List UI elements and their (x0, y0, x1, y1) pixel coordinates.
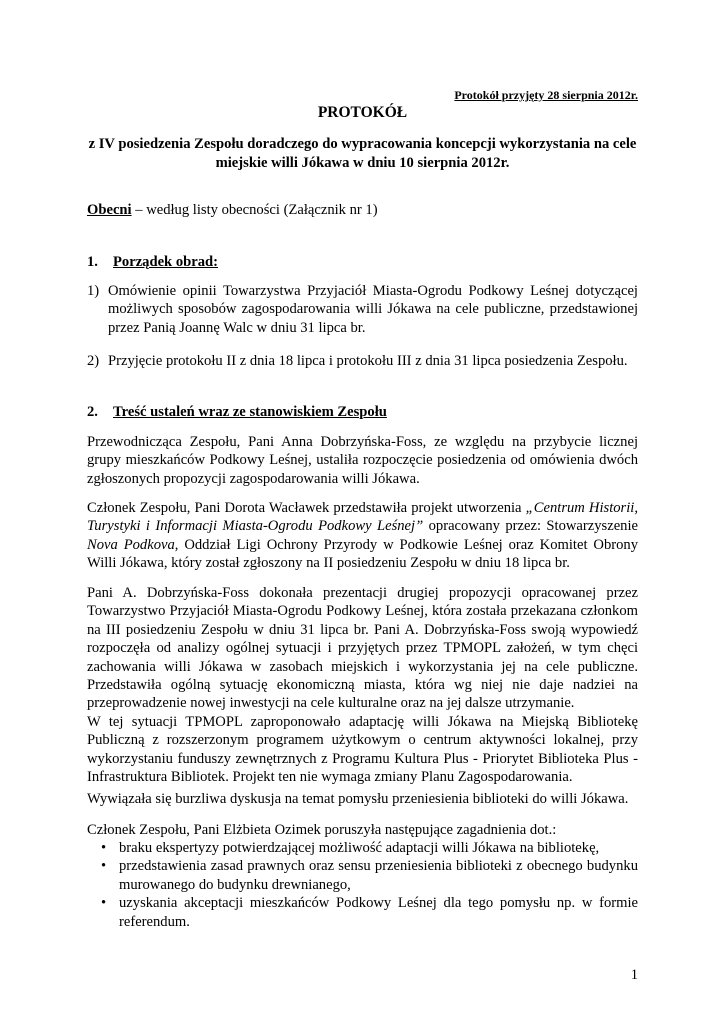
section-2-heading (87, 403, 638, 421)
agenda-item-1 (87, 282, 638, 337)
paragraph-library-proposal: W tej sytuacji TPMOPL zaproponowało adaptację willi Jókawa na Miejską Bibliotekę Publiczną z rozszerzonym programem użytkowym o centrum aktywności lokalnej, przy wykorzystaniu funduszy zewnętrznych z Programu Kultura Plus - Priorytet Biblioteka Plus - Infrastruktura Bibliotek. Projekt ten nie wymaga zmiany Planu Zagospodarowania. (87, 713, 638, 786)
paragraph-text: opracowany przez: Stowarzyszenie (423, 518, 638, 535)
bullet-icon: • (101, 858, 107, 875)
bullet-icon: • (101, 895, 107, 912)
paragraph-chair-opening: Przewodnicząca Zespołu, Pani Anna Dobrzyńska-Foss, ze względu na przybycie licznej grupy mieszkańców Podkowy Leśnej, ustaliła rozpoczęcie posiedzenia od omówienia dwóch zgłoszonych propozycji zagospodarowania willi Jókawa. (87, 434, 638, 487)
paragraph-discussion: Wywiązała się burzliwa dyskusja na temat pomysłu przeniesienia biblioteki do willi Jókawa. (87, 791, 629, 807)
issues-list (87, 839, 638, 931)
list-item (87, 857, 638, 894)
list-item-text: braku ekspertyzy potwierdzającej możliwość adaptacji willi Jókawa na bibliotekę, (119, 840, 600, 856)
section-2-title: Treść ustaleń wraz ze stanowiskiem Zespołu (113, 404, 387, 420)
paragraph-second-proposal (87, 584, 638, 786)
paragraph-text: Członek Zespołu, Pani Dorota Wacławek przedstawiła projekt utworzenia (87, 500, 526, 516)
list-item (87, 894, 638, 931)
attendance-text: – według listy obecności (Załącznik nr 1) (131, 202, 378, 218)
agenda-item-text: Omówienie opinii Towarzystwa Przyjaciół Miasta-Ogrodu Podkowy Leśnej dotyczącej możliwych sposobów zagospodarowania willi Jókawa na cele publiczne, przedstawionej przez Panią Joannę Walc w dniu 31 lipca br. (108, 283, 638, 336)
agenda-item-2 (87, 352, 638, 370)
list-item (87, 839, 638, 857)
paragraph-centrum-project (87, 499, 638, 573)
section-2-number: 2. (87, 404, 98, 420)
paragraph-text: , Oddział Ligi Ochrony Przyrody w Podkowie Leśnej oraz Komitet Obrony Willi Jókawa, który został zgłoszony na II posiedzeniu Zespołu w dniu 18 lipca br. (87, 536, 638, 572)
page-number: 1 (630, 967, 638, 983)
agenda-item-number: 1) (87, 283, 100, 299)
section-1-heading (87, 253, 638, 271)
paragraph-ozimek: Członek Zespołu, Pani Elżbieta Ozimek poruszyła następujące zagadnienia dot.: (87, 822, 557, 838)
association-name: Nova Podkova (87, 536, 175, 553)
attendance-line (87, 201, 638, 219)
section-1-number: 1. (87, 254, 98, 270)
attendance-label: Obecni (87, 202, 132, 218)
acceptance-note: Protokół przyjęty 28 sierpnia 2012r. (454, 88, 638, 102)
list-item-text: przedstawienia zasad prawnych oraz sensu przeniesienia biblioteki z obecnego budynku murowanego do budynku drewnianego, (119, 858, 638, 893)
list-item-text: uzyskania akceptacji mieszkańców Podkowy Leśnej dla tego pomysłu np. w formie referendum. (119, 895, 638, 930)
agenda-item-number: 2) (87, 353, 100, 369)
document-subtitle: z IV posiedzenia Zespołu doradczego do wypracowania koncepcji wykorzystania na cele miejskie willi Jókawa w dniu 10 sierpnia 2012r. (88, 136, 637, 171)
bullet-icon: • (101, 840, 107, 856)
agenda-item-text: Przyjęcie protokołu II z dnia 18 lipca i protokołu III z dnia 31 lipca posiedzenia Zespołu. (108, 353, 628, 369)
paragraph-presentation: Pani A. Dobrzyńska-Foss dokonała prezentacji drugiej propozycji opracowanej przez Towarzystwo Przyjaciół Miasta-Ogrodu Podkowy Leśnej, która została przekazana członkom na III posiedzeniu Zespołu w dniu 31 lipca br. Pani A. Dobrzyńska-Foss swoją wypowiedź rozpoczęła od analizy ogólnej sytuacji i przyjętych przez TPMOPL założeń, w tym chęci zachowania willi Jókawa w zasobach miejskich i wykorzystania jej na cele publiczne. Przedstawiła ogólną sytuację ekonomiczną miasta, która wg niej nie daje nadziei na przeprowadzenie nowej inwestycji na cele kulturalne oraz na jej dalsze utrzymanie. (87, 585, 638, 712)
section-1-title: Porządek obrad: (113, 254, 218, 270)
document-title: PROTOKÓŁ (317, 104, 408, 121)
project-name: „Centrum Historii, Turystyki i Informacji Miasta-Ogrodu Podkowy Leśnej” (87, 500, 638, 535)
